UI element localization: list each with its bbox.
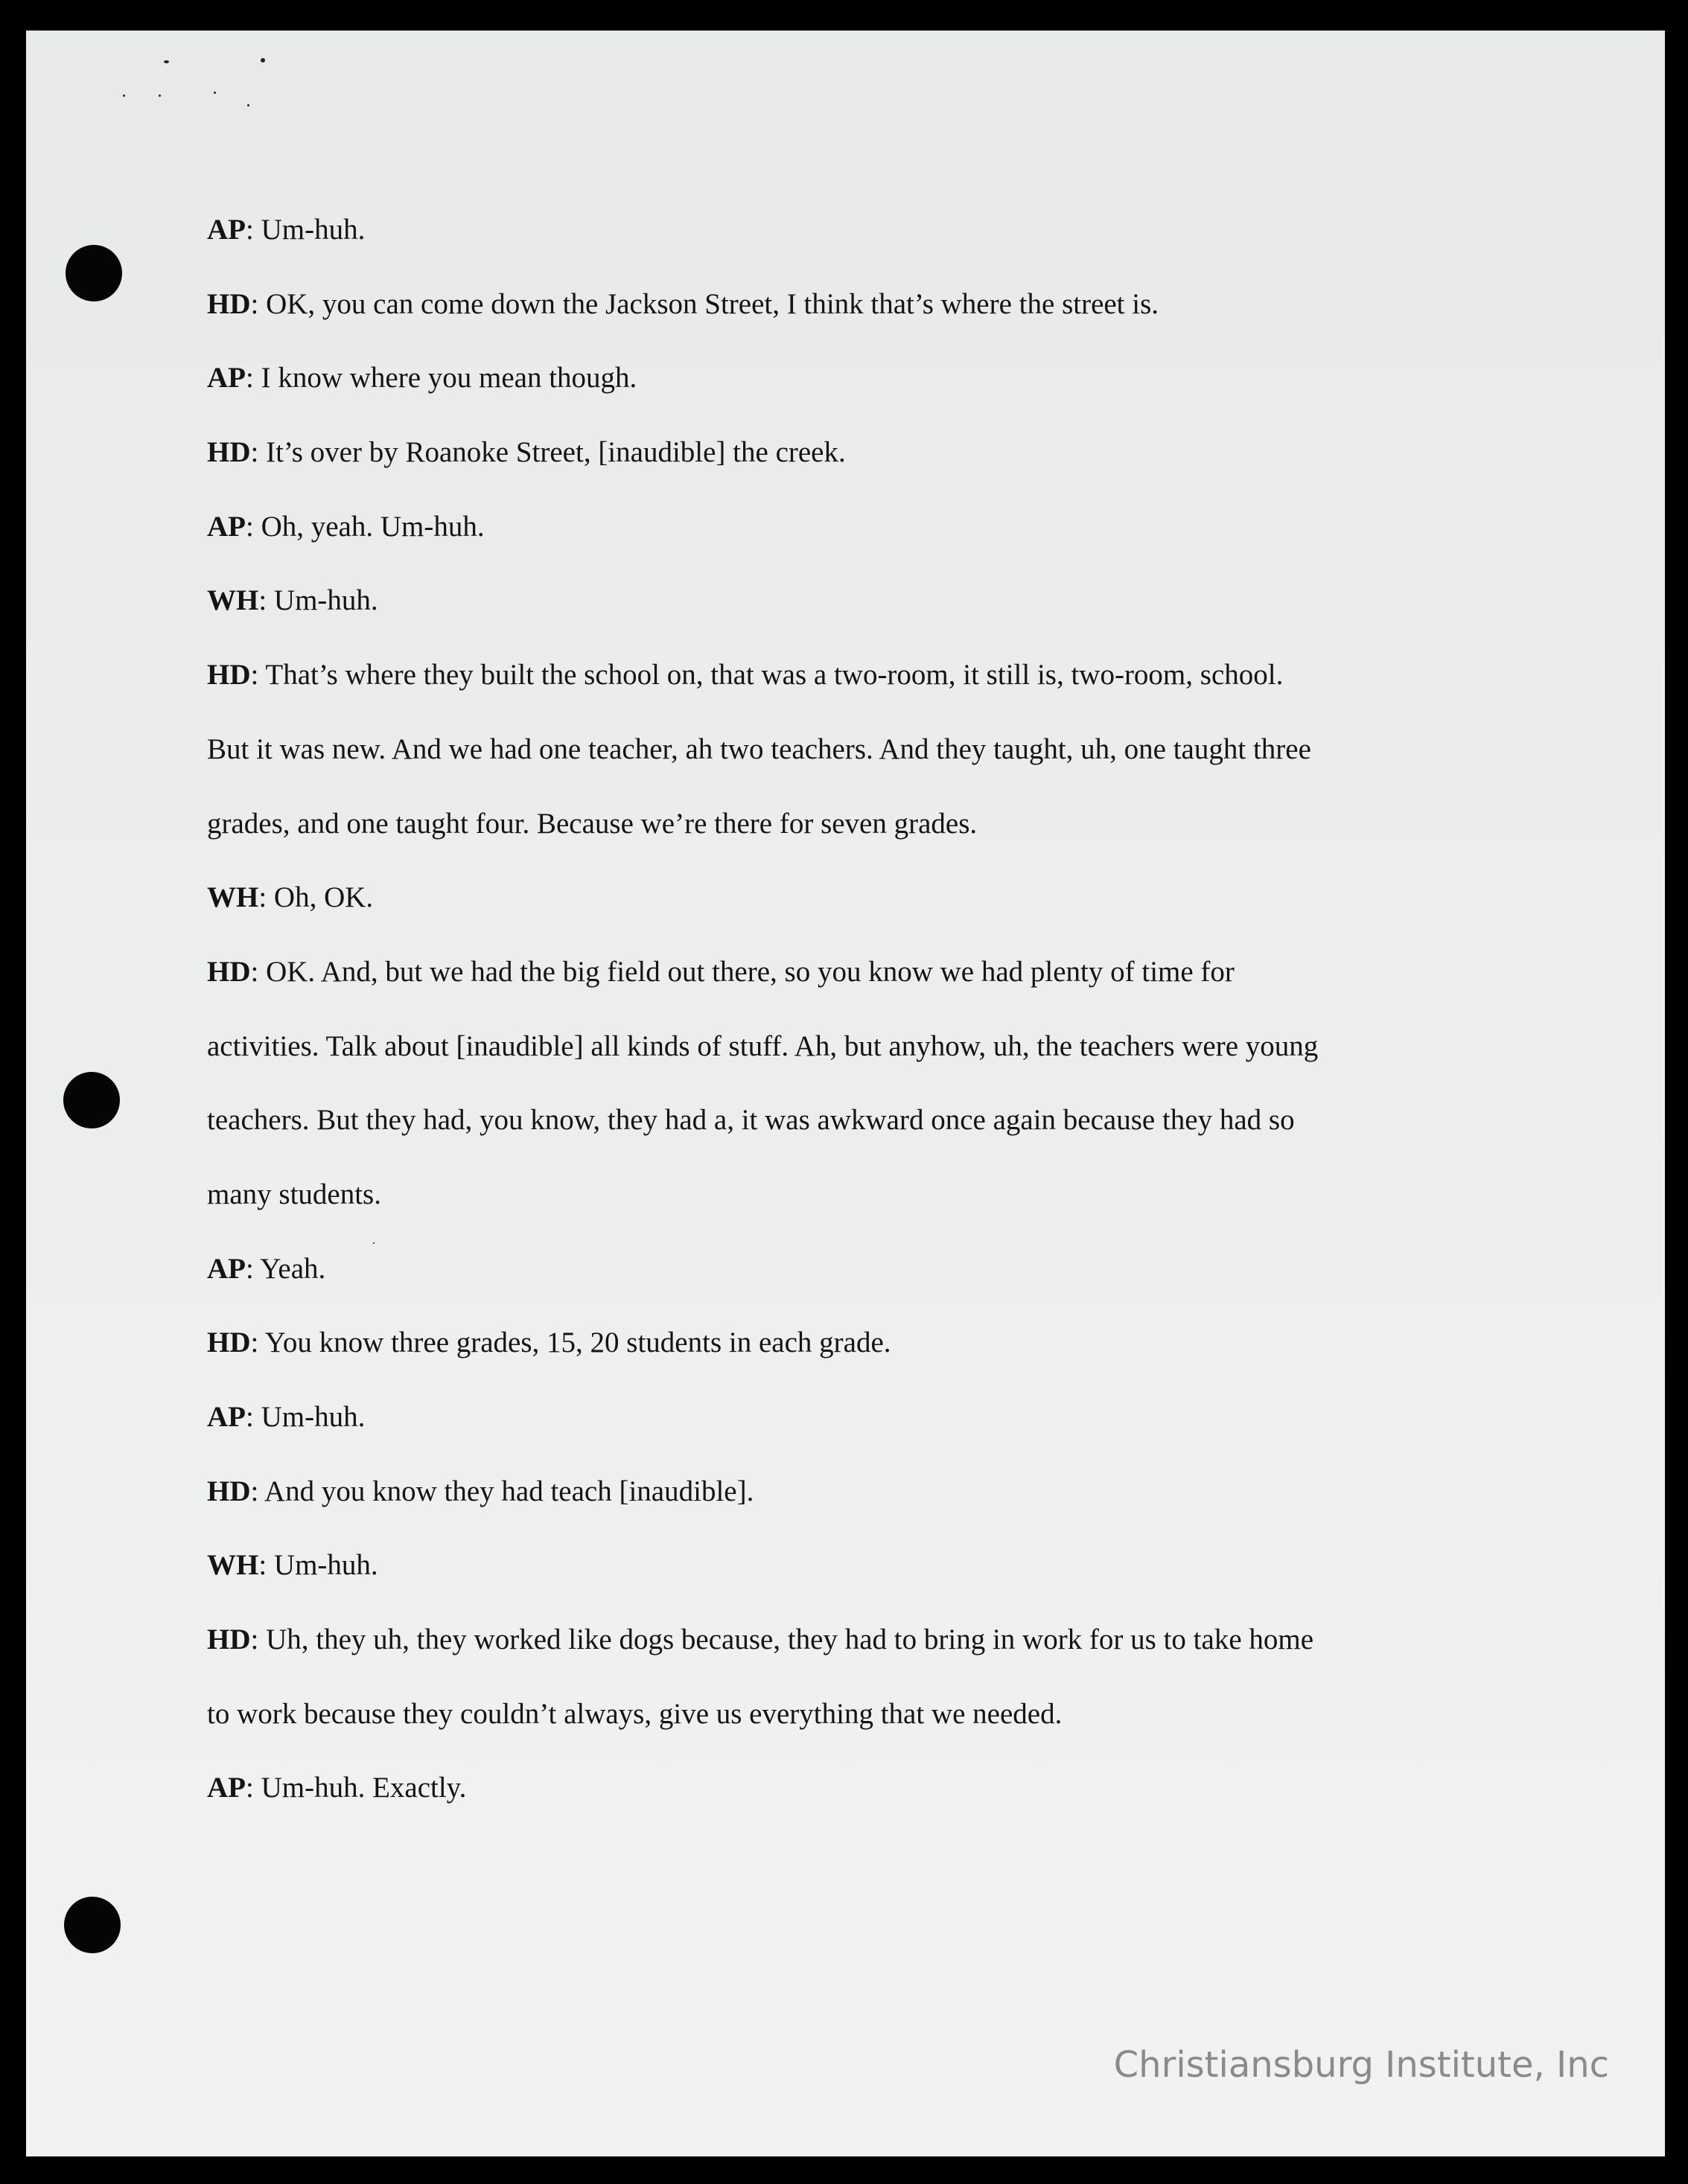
transcript-line [207, 1324, 1532, 1361]
punch-hole-middle [63, 1072, 120, 1128]
transcript-line [207, 1621, 1532, 1658]
transcript-line [207, 879, 1532, 916]
transcript-line [207, 434, 1532, 471]
speaker-initials: AP [207, 1401, 246, 1433]
paper-speck [214, 92, 216, 94]
paper-speck [159, 95, 161, 97]
paper-speck [123, 95, 125, 97]
transcript-line [207, 1769, 1532, 1807]
utterance-text: : OK. And, but we had the big field out there, so you know we had plenty of time for [250, 955, 1235, 988]
paper-speck [247, 104, 249, 106]
utterance-text: But it was new. And we had one teacher, ah two teachers. And they taught, uh, one taught three [207, 732, 1311, 765]
transcript-line [207, 1696, 1532, 1733]
transcript-line [207, 1547, 1532, 1584]
transcript-line [207, 805, 1532, 843]
speaker-initials: WH [207, 881, 259, 914]
document-page [26, 31, 1665, 2156]
speaker-initials: HD [207, 659, 251, 692]
transcript-line [207, 657, 1532, 694]
utterance-text: : I know where you mean though. [246, 362, 637, 395]
transcript-line [207, 1176, 1532, 1213]
transcript-line [207, 1102, 1532, 1139]
utterance-text: : Oh, OK. [258, 881, 374, 914]
speaker-initials: HD [207, 287, 251, 320]
utterance-text: : And you know they had teach [inaudible]. [250, 1475, 754, 1507]
transcript-line [207, 1473, 1532, 1510]
utterance-text: : Um-huh. Exactly. [246, 1772, 467, 1804]
speaker-initials: HD [207, 1326, 251, 1359]
transcript-line [207, 582, 1532, 619]
utterance-text: activities. Talk about [inaudible] all kinds of stuff. Ah, but anyhow, uh, the teachers were young [207, 1029, 1319, 1062]
speaker-initials: AP [207, 362, 246, 395]
speaker-initials: HD [207, 436, 251, 469]
speaker-initials: HD [207, 1623, 251, 1656]
utterance-text: : Yeah. [246, 1252, 326, 1285]
speaker-initials: WH [207, 584, 259, 617]
utterance-text: : Oh, yeah. Um-huh. [246, 510, 485, 543]
utterance-text: : OK, you can come down the Jackson Street, I think that’s where the street is. [250, 287, 1159, 320]
transcript-line [207, 286, 1532, 323]
speaker-initials: HD [207, 955, 251, 988]
utterance-text: grades, and one taught four. Because we’re there for seven grades. [207, 807, 978, 840]
punch-hole-bottom [64, 1897, 121, 1953]
transcript-line [207, 211, 1532, 249]
speaker-initials: AP [207, 214, 246, 246]
speaker-initials: AP [207, 510, 246, 543]
watermark: Christiansburg Institute, Inc [1113, 2044, 1609, 2086]
speaker-initials: AP [207, 1252, 246, 1285]
speaker-initials: AP [207, 1772, 246, 1804]
utterance-text: : You know three grades, 15, 20 students in each grade. [250, 1326, 891, 1359]
transcript-line [207, 1251, 1532, 1288]
utterance-text: : That’s where they built the school on, that was a two-room, it still is, two-room, school. [250, 659, 1284, 692]
paper-speck [261, 58, 265, 63]
transcript-line [207, 954, 1532, 991]
utterance-text: : Um-huh. [258, 584, 378, 617]
utterance-text: : Uh, they uh, they worked like dogs because, they had to bring in work for us to take home [250, 1623, 1314, 1656]
utterance-text: : Um-huh. [246, 1401, 366, 1433]
transcript-line [207, 731, 1532, 768]
transcript-line [207, 1028, 1532, 1065]
utterance-text: many students. [207, 1178, 381, 1210]
transcript-line [207, 1399, 1532, 1436]
utterance-text: teachers. But they had, you know, they had a, it was awkward once again because they had so [207, 1104, 1295, 1137]
punch-hole-top [66, 245, 122, 301]
interview-transcript [207, 211, 1532, 1844]
paper-speck [164, 60, 169, 63]
utterance-text: : Um-huh. [258, 1549, 378, 1582]
utterance-text: : Um-huh. [246, 214, 366, 246]
utterance-text: to work because they couldn’t always, give us everything that we needed. [207, 1697, 1063, 1730]
transcript-line [207, 508, 1532, 546]
speaker-initials: HD [207, 1475, 251, 1507]
speaker-initials: WH [207, 1549, 259, 1582]
utterance-text: : It’s over by Roanoke Street, [inaudible] the creek. [250, 436, 846, 469]
transcript-line [207, 360, 1532, 397]
